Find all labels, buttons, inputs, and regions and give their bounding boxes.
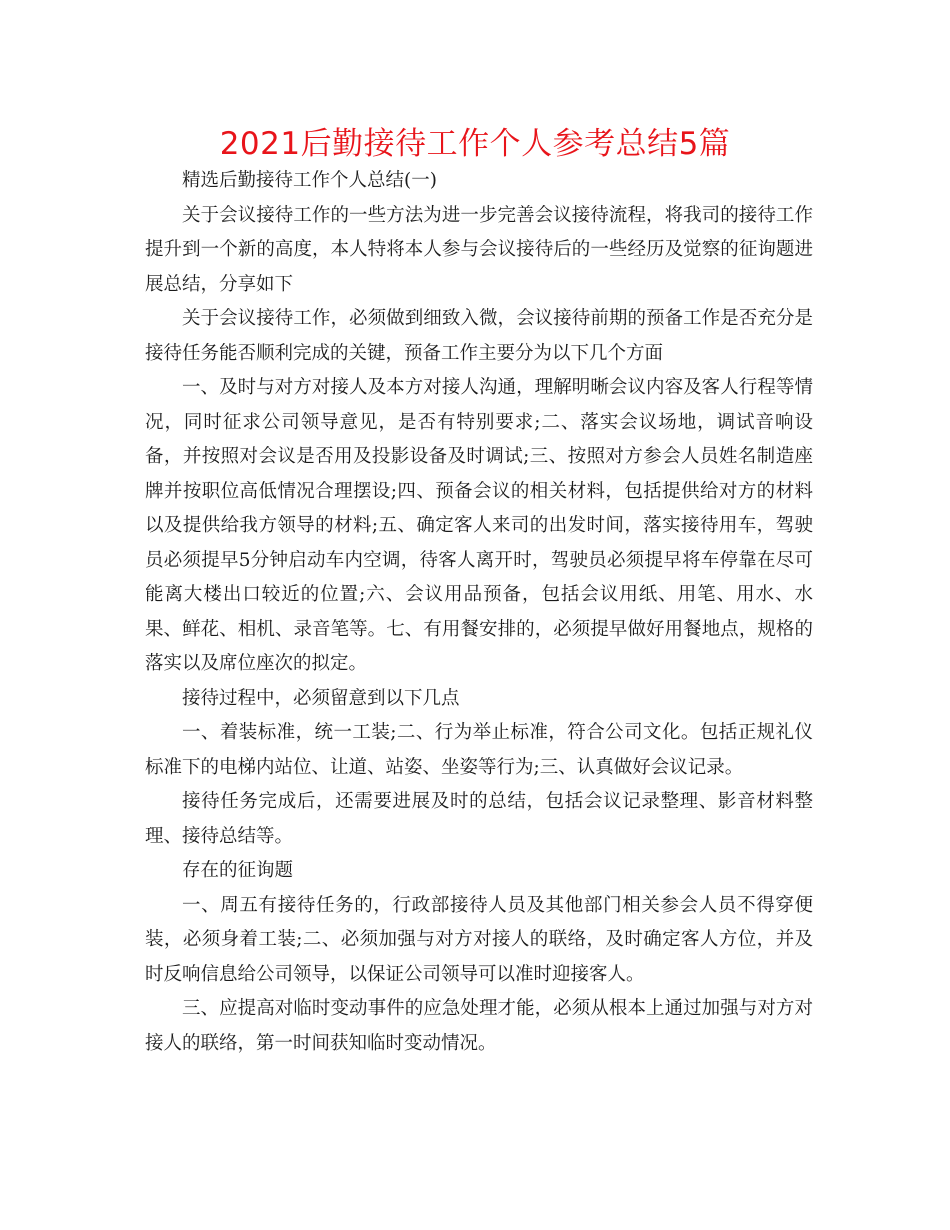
document-title: 2021后勤接待工作个人参考总结5篇	[219, 126, 731, 162]
paragraph-summary: 接待任务完成后，还需要进展及时的总结，包括会议记录整理、影音材料整理、接待总结等。	[145, 791, 813, 847]
paragraph-preparation-items: 一、及时与对方对接人及本方对接人沟通，理解明晰会议内容及客人行程等情况，同时征求公司领导意见，是否有特别要求;二、落实会议场地，调试音响设备，并按照对会议是否用及投影设备及时调试;三、按照对方参会人员姓名制造座牌并按职位高低情况合理摆设;四、预备会议的相关材料，包括提供给对方的材料以及提供给我方领导的材料;五、确定客人来司的出发时间，落实接待用车，驾驶员必须提早5分钟启动车内空调，待客人离开时，驾驶员必须提早将车停靠在尽可能离大楼出口较近的位置;六、会议用品预备，包括会议用纸、用笔、用水、水果、鲜花、相机、录音笔等。七、有用餐安排的，必须提早做好用餐地点，规格的落实以及席位座次的拟定。	[145, 377, 813, 674]
document-body	[145, 164, 813, 1061]
section-heading-1: 精选后勤接待工作个人总结(一)	[182, 170, 437, 191]
paragraph-preparation: 关于会议接待工作，必须做到细致入微，会议接待前期的预备工作是否充分是接待任务能否顺利完成的关键，预备工作主要分为以下几个方面	[145, 308, 813, 364]
paragraph-intro: 关于会议接待工作的一些方法为进一步完善会议接待流程，将我司的接待工作提升到一个新的高度，本人特将本人参与会议接待后的一些经历及觉察的征询题进展总结，分享如下	[145, 204, 813, 295]
paragraph-issues-1: 一、周五有接待任务的，行政部接待人员及其他部门相关参会人员不得穿便装，必须身着工装;二、必须加强与对方对接人的联络，及时确定客人方位，并及时反响信息给公司领导，以保证公司领导可以准时迎接客人。	[145, 894, 813, 985]
paragraph-issues-heading: 存在的征询题	[182, 860, 294, 881]
paragraph-issues-3: 三、应提高对临时变动事件的应急处理才能，必须从根本上通过加强与对方对接人的联络，第一时间获知临时变动情况。	[145, 998, 813, 1054]
paragraph-reception-heading: 接待过程中，必须留意到以下几点	[182, 687, 460, 709]
paragraph-reception-items: 一、着装标准，统一工装;二、行为举止标准，符合公司文化。包括正规礼仪标准下的电梯内站位、让道、站姿、坐姿等行为;三、认真做好会议记录。	[145, 722, 813, 778]
